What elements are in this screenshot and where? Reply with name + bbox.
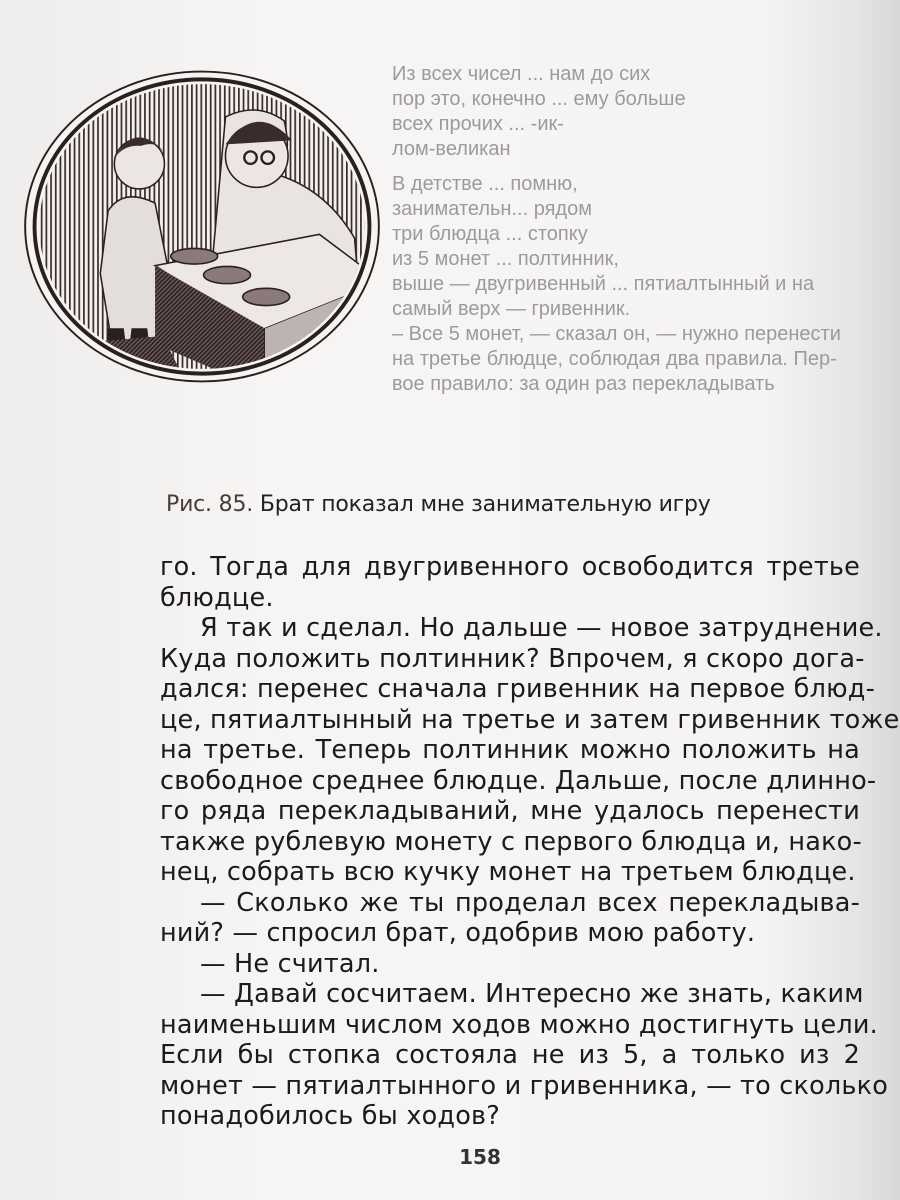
ghost-line: выше — двугривенный ... пятиалтынный и на bbox=[392, 273, 815, 295]
text-line: ний? — спросил брат, одобрив мою работу. bbox=[160, 918, 756, 948]
ghost-line: Из всех чисел ... нам до сих bbox=[392, 63, 651, 85]
text-line: — Давай сосчитаем. Интересно же знать, каким bbox=[200, 979, 864, 1009]
text-line: Я так и сделал. Но дальше — новое затруднение. bbox=[200, 613, 883, 643]
text-line: также рублевую монету с первого блюдца и, нако- bbox=[160, 826, 862, 857]
figure-caption bbox=[166, 492, 711, 517]
ghost-line: на третье блюдце, соблюдая два правила. Пер- bbox=[392, 348, 837, 370]
page-number: 158 bbox=[459, 1145, 501, 1169]
ghost-line: из 5 монет ... полтинник, bbox=[392, 248, 619, 270]
ghost-line: вое правило: за один раз перекладывать bbox=[392, 373, 775, 395]
text-line: наименьшим числом ходов можно достигнуть цели. bbox=[160, 1009, 878, 1040]
saucer-3 bbox=[243, 288, 290, 305]
ghost-line: три блюдца ... стопку bbox=[392, 223, 588, 245]
figure-caption-text: Брат показал мне занимательную игру bbox=[259, 492, 711, 517]
text-line: Куда положить полтинник? Впрочем, я скоро дога- bbox=[160, 643, 865, 674]
text-line: го ряда перекладываний, мне удалось перенести bbox=[160, 796, 860, 826]
ghost-line: всех прочих ... -ик- bbox=[392, 113, 564, 135]
ghost-line: лом-великан bbox=[392, 138, 511, 160]
ghost-line: пор это, конечно ... ему больше bbox=[392, 88, 686, 110]
text-line: це, пятиалтынный на третье и затем гривенник тоже bbox=[160, 704, 900, 735]
figure-label: Рис. 85. bbox=[166, 492, 254, 517]
text-line: Если бы стопка состояла не из 5, а только из 2 bbox=[160, 1040, 860, 1070]
ghost-line: В детстве ... помню, bbox=[392, 173, 578, 195]
body-text bbox=[160, 552, 900, 1132]
illustration-brother-coin-game bbox=[22, 70, 382, 383]
text-line: на третье. Теперь полтинник можно положить на bbox=[160, 735, 860, 765]
text-line: дался: перенес сначала гривенник на первое блюд- bbox=[160, 674, 875, 704]
text-line: свободное среднее блюдце. Дальше, после длинно- bbox=[160, 765, 877, 796]
text-line: го. Тогда для двугривенного освободится третье bbox=[160, 552, 860, 582]
ghost-line: занимательн... рядом bbox=[392, 198, 592, 220]
text-line: монет — пятиалтынного и гривенника, — то сколько bbox=[160, 1070, 888, 1101]
text-line: понадобилось бы ходов? bbox=[160, 1101, 501, 1131]
ghost-line: – Все 5 монет, — сказал он, — нужно перенести bbox=[392, 323, 841, 345]
saucer-2 bbox=[204, 266, 251, 283]
ghost-line: самый верх — гривенник. bbox=[392, 298, 631, 320]
text-line: — Не считал. bbox=[200, 948, 380, 979]
text-line: нец, собрать всю кучку монет на третьем блюдце. bbox=[160, 857, 856, 887]
saucer-1 bbox=[171, 248, 218, 264]
show-through-text-top bbox=[392, 62, 872, 162]
show-through-text bbox=[392, 62, 872, 407]
text-line: блюдце. bbox=[160, 582, 274, 613]
text-line: — Сколько же ты проделал всех перекладыва- bbox=[200, 887, 860, 918]
show-through-text-middle bbox=[392, 172, 872, 397]
